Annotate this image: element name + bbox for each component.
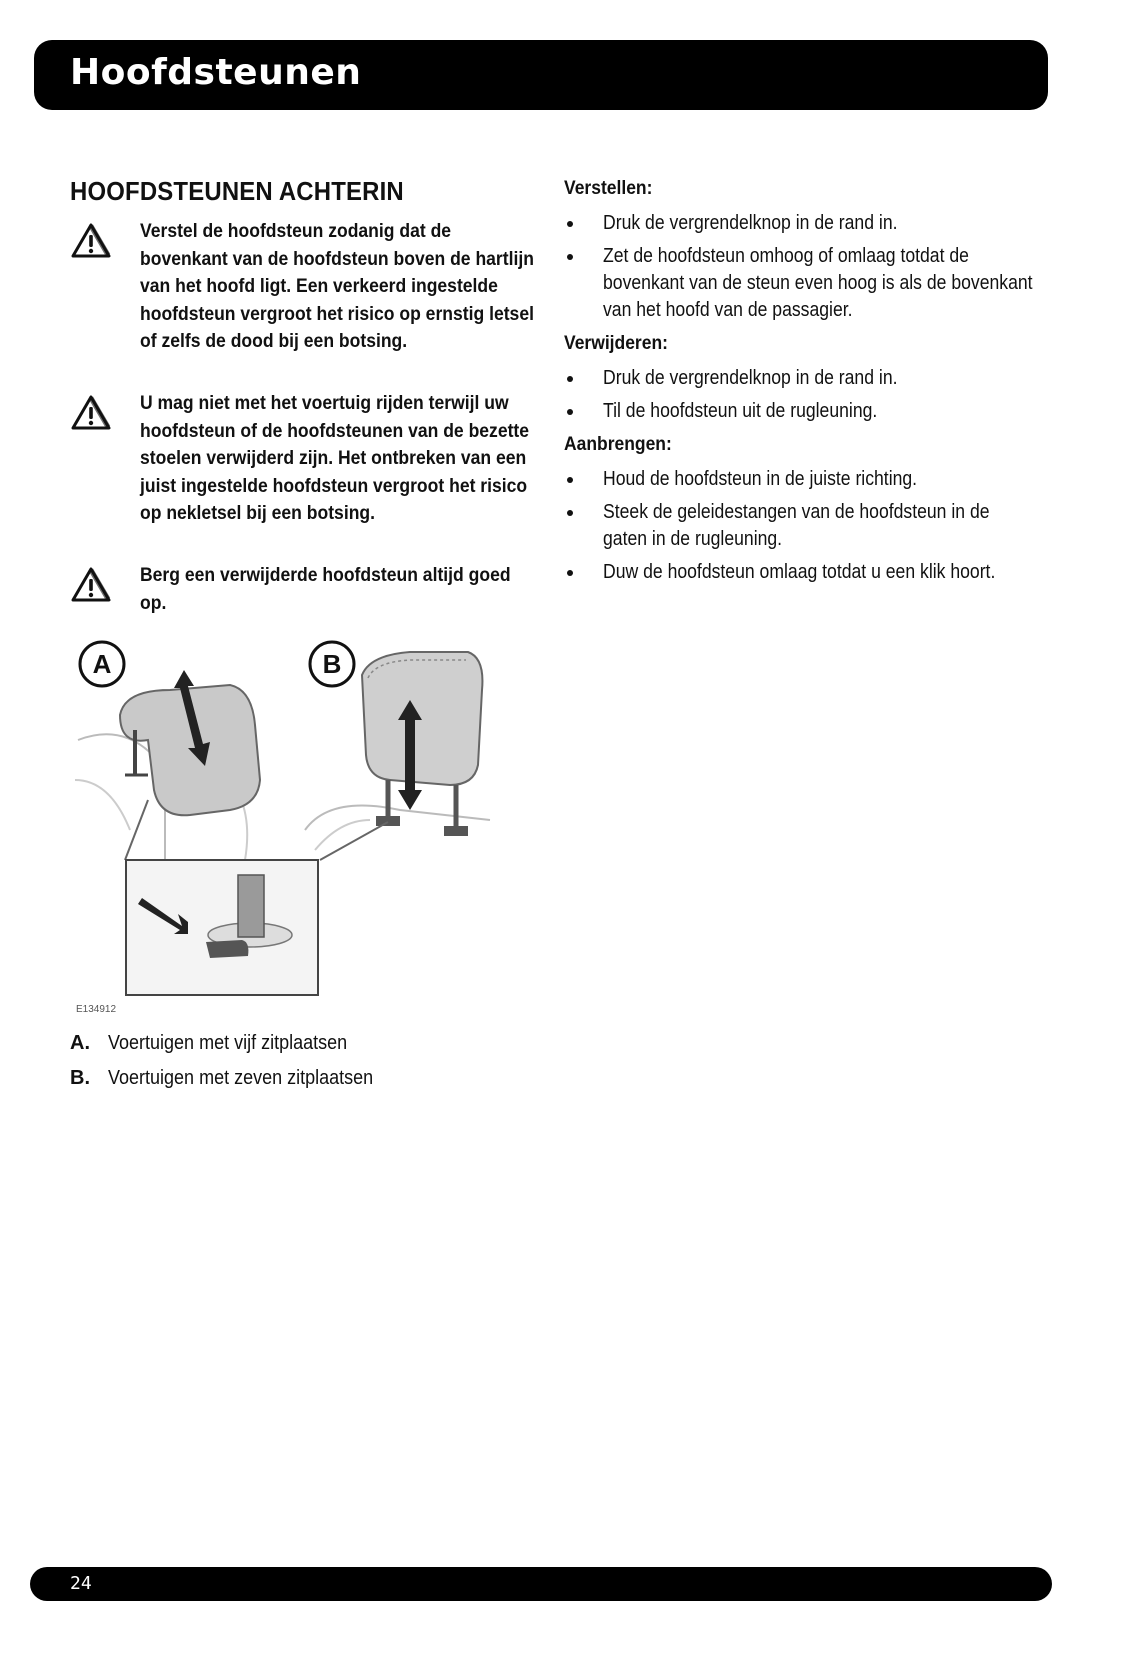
page-title: Hoofdsteunen	[70, 52, 362, 93]
list-item: Steek de geleidestangen van de hoofdsteun in de gaten in de rugleuning.	[564, 499, 1034, 553]
footer-bar	[30, 1567, 1052, 1601]
warning-triangle-icon	[70, 394, 112, 432]
page-number: 24	[70, 1573, 92, 1594]
warning-text: U mag niet met het voertuig rijden terwijl uw hoofdsteun of de hoofdsteunen van de bezette stoelen verwijderd zijn. Het ontbreken van een juist ingestelde hoofdsteun vergroot het risico op nekletsel bij een botsing.	[140, 392, 530, 524]
caption-text: Voertuigen met zeven zitplaatsen	[108, 1067, 374, 1089]
heading-install: Aanbrengen:	[564, 434, 672, 455]
warning-text: Berg een verwijderde hoofdsteun altijd goed op.	[140, 564, 511, 614]
list-item: Duw de hoofdsteun omlaag totdat u een klik hoort.	[564, 559, 1034, 586]
remove-list	[564, 365, 1034, 431]
figure-code: E134912	[76, 1004, 117, 1015]
warning-triangle-icon	[70, 566, 112, 604]
header-bar	[34, 40, 1048, 110]
figure-label-a: A	[92, 649, 112, 679]
install-list	[564, 466, 1034, 592]
list-item: Zet de hoofdsteun omhoog of omlaag totdat de bovenkant van de steun even hoog is als de bovenkant van het hoofd van de passagier.	[564, 243, 1034, 324]
warning-triangle-icon	[70, 222, 112, 260]
caption-text: Voertuigen met vijf zitplaatsen	[108, 1032, 348, 1054]
heading-adjust: Verstellen:	[564, 178, 653, 199]
list-item: Druk de vergrendelknop in de rand in.	[564, 365, 1034, 392]
section-title: HOOFDSTEUNEN ACHTERIN	[70, 176, 404, 206]
caption-label: A.	[70, 1032, 90, 1054]
list-item: Druk de vergrendelknop in de rand in.	[564, 210, 1034, 237]
caption-a	[70, 1032, 374, 1055]
headrest-illustration	[70, 630, 518, 1020]
adjust-list	[564, 210, 1034, 330]
list-item: Houd de hoofdsteun in de juiste richting.	[564, 466, 1034, 493]
list-item: Til de hoofdsteun uit de rugleuning.	[564, 398, 1034, 425]
warning-text: Verstel de hoofdsteun zodanig dat de bovenkant van de hoofdsteun boven de hartlijn van het hoofd ligt. Een verkeerd ingestelde hoofdsteun vergroot het risico op ernstig letsel of zelfs de dood bij een botsing.	[140, 220, 534, 352]
caption-label: B.	[70, 1067, 90, 1089]
figure-label-b: B	[322, 649, 342, 679]
caption-b	[70, 1067, 403, 1090]
heading-remove: Verwijderen:	[564, 333, 668, 354]
